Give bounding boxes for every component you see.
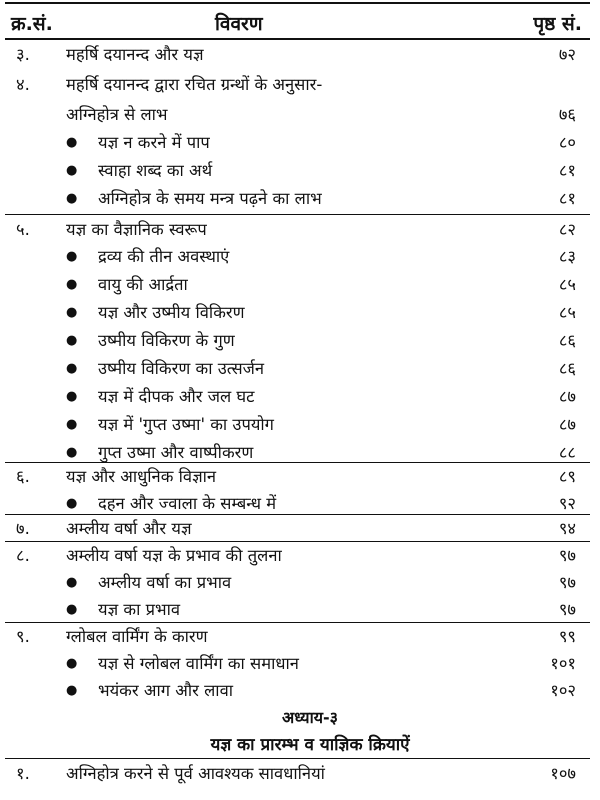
- toc-sub-row: [0, 157, 600, 185]
- toc-row: [0, 41, 600, 69]
- entry-title: वायु की आर्द्रता: [98, 275, 188, 294]
- bullet-icon: ●: [66, 191, 78, 206]
- toc-sub-row: [0, 383, 600, 411]
- toc-sub-row: [0, 650, 600, 678]
- toc-sub-row: [0, 243, 600, 271]
- entry-title: यज्ञ से ग्लोबल वार्मिंग का समाधान: [98, 654, 299, 673]
- bullet-icon: ●: [66, 496, 78, 511]
- entry-page: ८३: [558, 247, 576, 266]
- section-divider: [5, 758, 590, 759]
- bullet-icon: ●: [66, 445, 78, 460]
- toc-sub-row: [0, 596, 600, 624]
- toc-sub-row: [0, 185, 600, 213]
- entry-title: ग्लोबल वार्मिंग के कारण: [66, 627, 208, 646]
- entry-page: ९९: [558, 627, 576, 646]
- entry-title: दहन और ज्वाला के सम्बन्ध में: [98, 494, 277, 513]
- entry-page: ८६: [558, 359, 576, 378]
- bullet-icon: ●: [66, 389, 78, 404]
- toc-sub-row: [0, 129, 600, 157]
- toc-row: [0, 216, 600, 244]
- entry-page: ९४: [558, 519, 576, 538]
- entry-page: ९७: [558, 573, 576, 592]
- toc-row: [0, 71, 600, 99]
- entry-number: १.: [16, 764, 30, 783]
- entry-page: ८५: [558, 303, 576, 322]
- table-header: [5, 2, 590, 40]
- bullet-icon: ●: [66, 361, 78, 376]
- toc-sub-row: [0, 299, 600, 327]
- toc-row: [0, 101, 600, 129]
- entry-page: ९७: [558, 546, 576, 565]
- entry-title: महर्षि दयानन्द द्वारा रचित ग्रन्थों के अनुसार-: [66, 75, 323, 94]
- toc-row: [0, 515, 600, 543]
- bullet-icon: ●: [66, 333, 78, 348]
- entry-title: अग्निहोत्र के समय मन्त्र पढ़ने का लाभ: [98, 189, 322, 208]
- bullet-icon: ●: [66, 305, 78, 320]
- entry-title: महर्षि दयानन्द और यज्ञ: [66, 45, 204, 64]
- entry-page: १०१: [550, 654, 576, 673]
- entry-number: ३.: [16, 45, 30, 64]
- bullet-icon: ●: [66, 163, 78, 178]
- entry-title: अम्लीय वर्षा यज्ञ के प्रभाव की तुलना: [66, 546, 282, 565]
- entry-title: अग्निहोत्र से लाभ: [66, 105, 168, 124]
- section-divider: [5, 214, 590, 215]
- entry-page: १०२: [550, 681, 576, 700]
- toc-sub-row: [0, 355, 600, 383]
- entry-number: ४.: [16, 75, 30, 94]
- bullet-icon: ●: [66, 602, 78, 617]
- entry-page: १०७: [550, 764, 576, 783]
- entry-title: यज्ञ में दीपक और जल घट: [98, 387, 255, 406]
- entry-page: ९७: [558, 600, 576, 619]
- entry-page: ८०: [558, 133, 576, 152]
- toc-sub-row: [0, 569, 600, 597]
- entry-title: अग्निहोत्र करने से पूर्व आवश्यक सावधानियां: [66, 764, 325, 783]
- chapter-title: यज्ञ का प्रारम्भ व याज्ञिक क्रियाऐं: [210, 735, 410, 755]
- bullet-icon: ●: [66, 249, 78, 264]
- entry-number: ७.: [16, 519, 30, 538]
- entry-title: उष्मीय विकिरण का उत्सर्जन: [98, 359, 265, 378]
- entry-page: ७६: [558, 105, 576, 124]
- chapter-label: अध्याय-३: [282, 708, 338, 727]
- entry-title: यज्ञ न करने में पाप: [98, 133, 210, 152]
- entry-title: यज्ञ का प्रभाव: [98, 600, 181, 619]
- entry-title: यज्ञ और आधुनिक विज्ञान: [66, 467, 217, 486]
- bullet-icon: ●: [66, 277, 78, 292]
- entry-title: उष्मीय विकिरण के गुण: [98, 331, 235, 350]
- entry-title: यज्ञ का वैज्ञानिक स्वरूप: [66, 220, 207, 239]
- toc-row: [0, 463, 600, 491]
- entry-title: गुप्त उष्मा और वाष्पीकरण: [98, 443, 254, 462]
- entry-page: ८९: [558, 467, 576, 486]
- entry-page: ८२: [558, 220, 576, 239]
- toc-sub-row: [0, 411, 600, 439]
- serial-number-header: क्र.सं.: [11, 13, 53, 35]
- entry-page: ८५: [558, 275, 576, 294]
- bullet-icon: ●: [66, 656, 78, 671]
- entry-title: भयंकर आग और लावा: [98, 681, 234, 700]
- bullet-icon: ●: [66, 683, 78, 698]
- toc-sub-row: [0, 327, 600, 355]
- bullet-icon: ●: [66, 135, 78, 150]
- entry-title: यज्ञ में 'गुप्त उष्मा' का उपयोग: [98, 415, 274, 434]
- entry-title: द्रव्य की तीन अवस्थाएं: [98, 247, 230, 266]
- entry-number: ८.: [16, 546, 30, 565]
- entry-page: ८१: [558, 189, 576, 208]
- entry-title: अम्लीय वर्षा का प्रभाव: [98, 573, 232, 592]
- entry-page: ८७: [558, 415, 576, 434]
- entry-page: ८६: [558, 331, 576, 350]
- entry-page: ८८: [558, 443, 576, 462]
- entry-page: ८७: [558, 387, 576, 406]
- bullet-icon: ●: [66, 575, 78, 590]
- entry-number: ५.: [16, 220, 30, 239]
- description-header: विवरण: [215, 13, 263, 35]
- toc-row: [0, 542, 600, 570]
- entry-title: अम्लीय वर्षा और यज्ञ: [66, 519, 192, 538]
- entry-page: ७२: [558, 45, 576, 64]
- toc-sub-row: [0, 677, 600, 705]
- entry-number: ६.: [16, 467, 30, 486]
- entry-page: ९२: [558, 494, 576, 513]
- entry-title: स्वाहा शब्द का अर्थ: [98, 161, 213, 180]
- entry-number: ९.: [16, 627, 30, 646]
- entry-page: ८१: [558, 161, 576, 180]
- toc-sub-row: [0, 271, 600, 299]
- toc-row: [0, 760, 600, 788]
- toc-row: [0, 623, 600, 651]
- bullet-icon: ●: [66, 417, 78, 432]
- entry-title: यज्ञ और उष्मीय विकिरण: [98, 303, 245, 322]
- page-number-header: पृष्ठ सं.: [533, 13, 582, 35]
